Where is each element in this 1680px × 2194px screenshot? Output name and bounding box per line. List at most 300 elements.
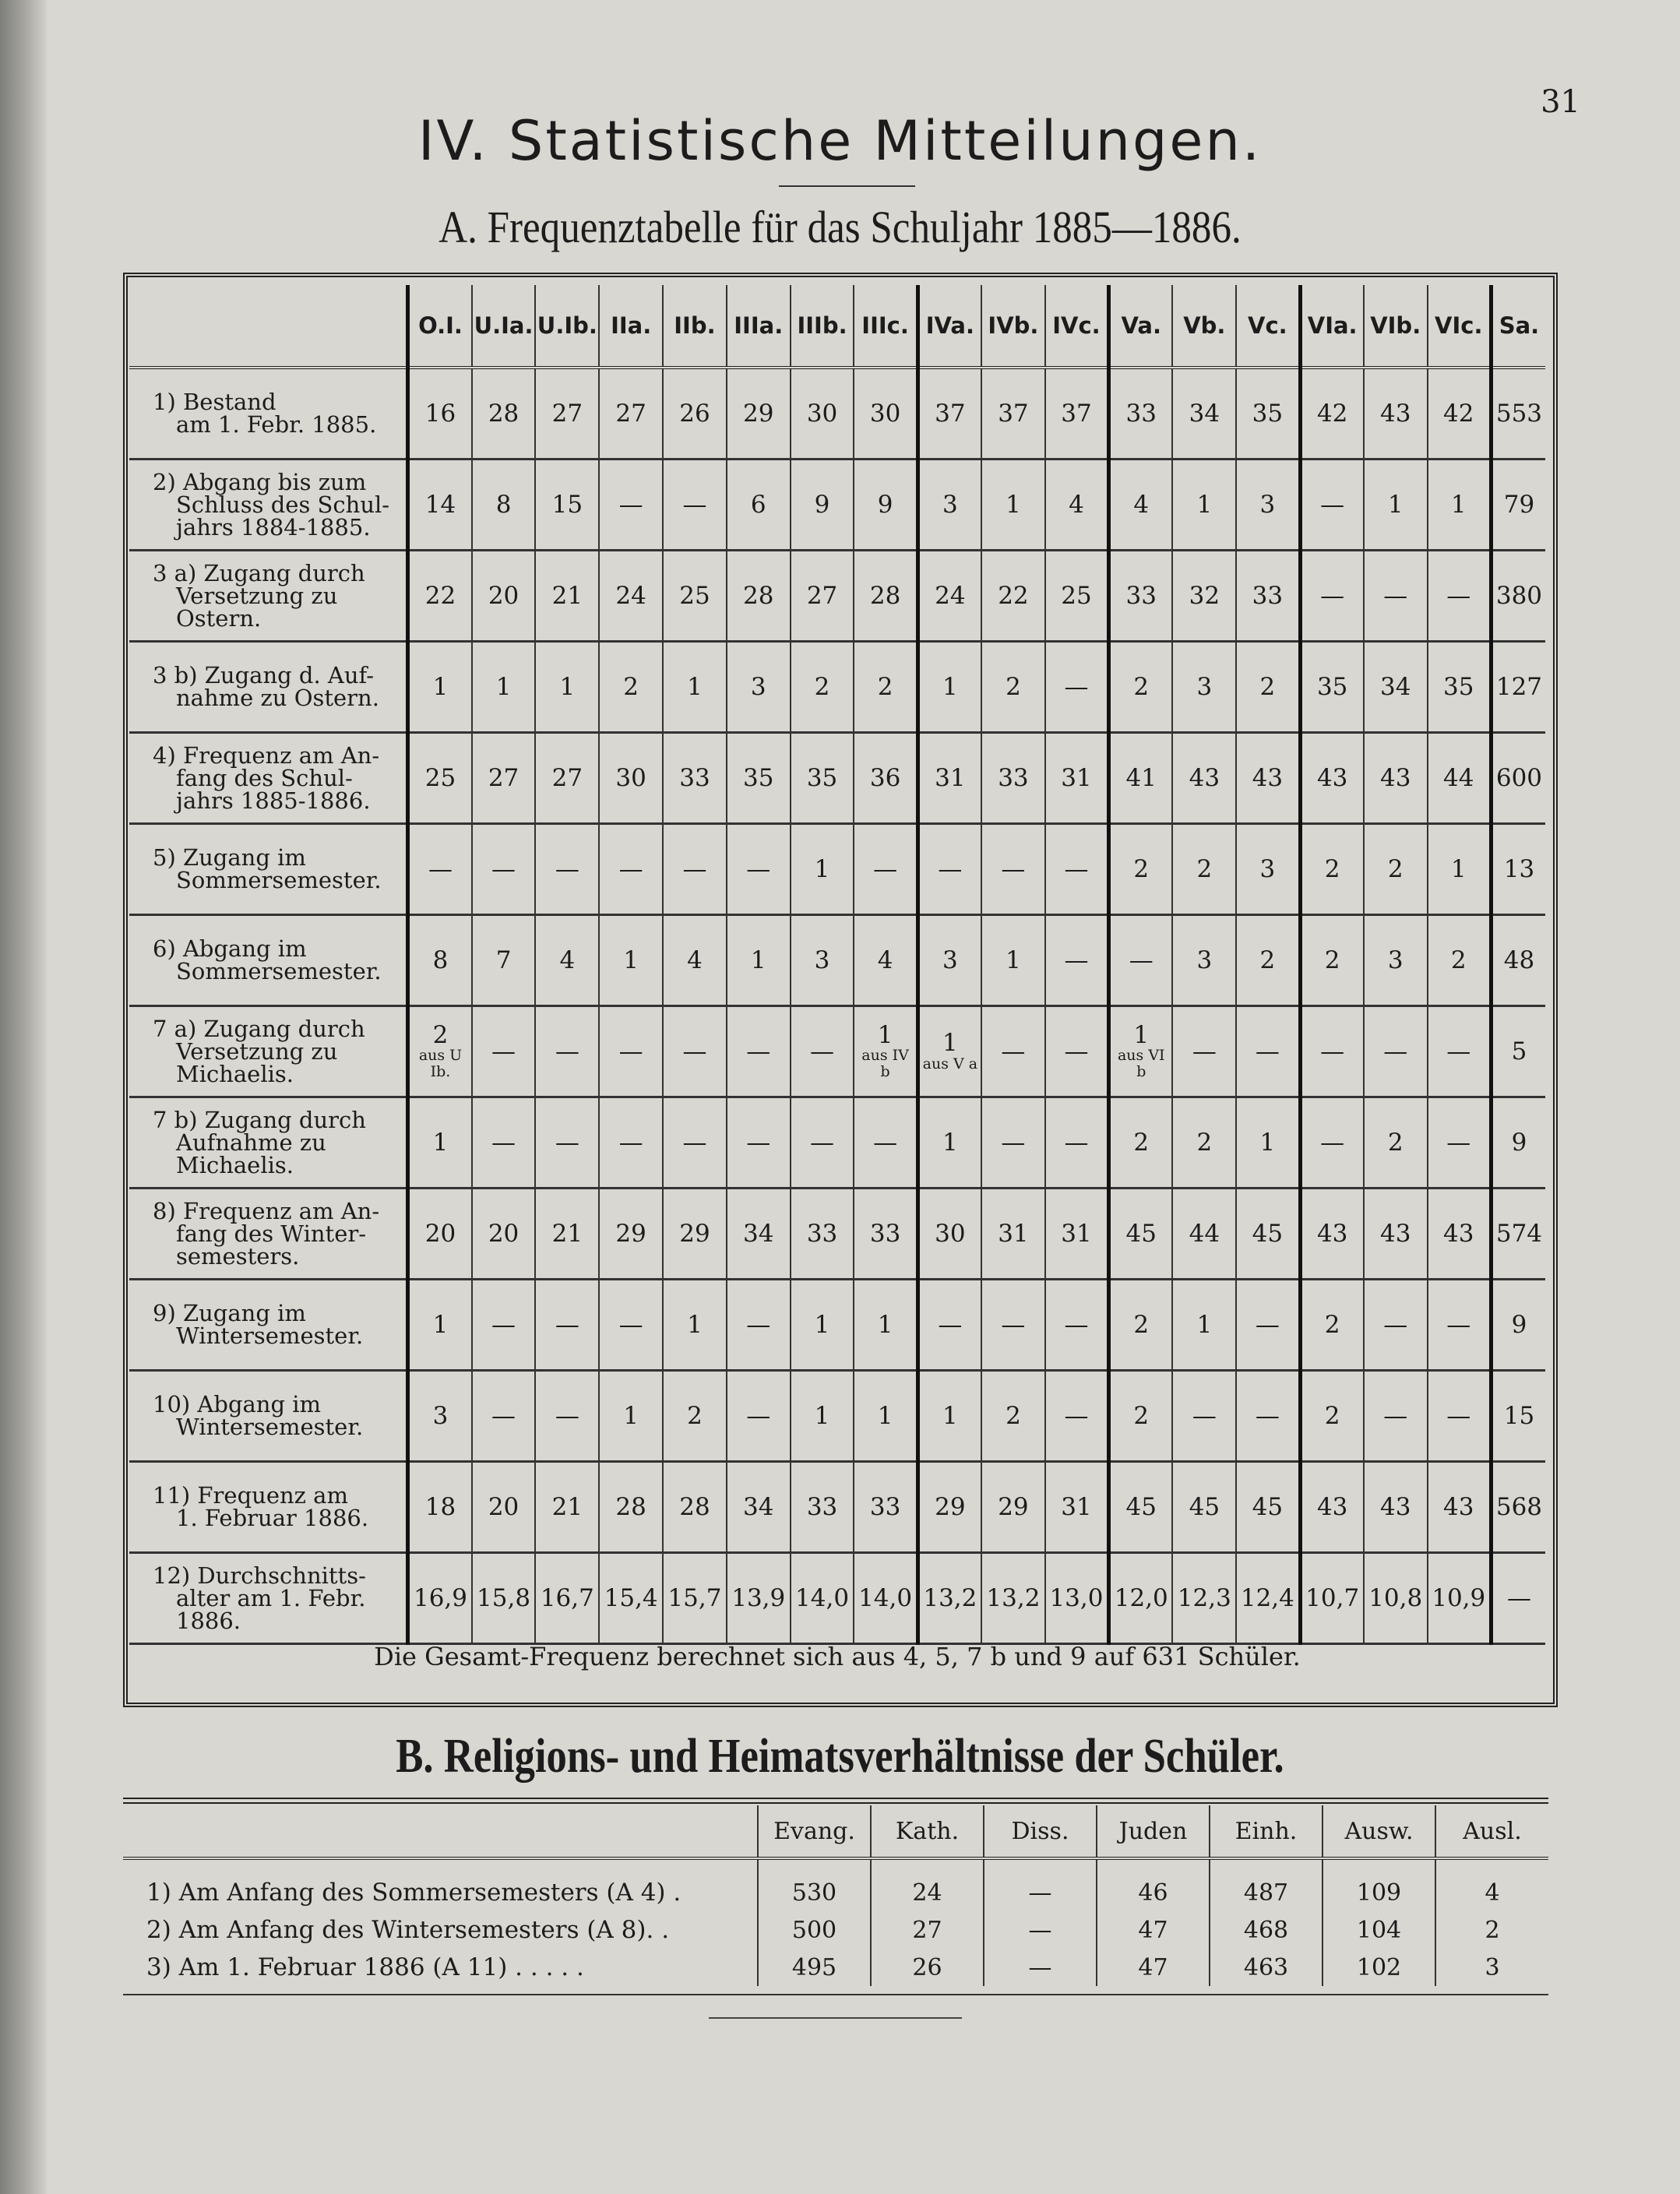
cell-number: 12,4 — [1240, 1583, 1294, 1612]
cell-number: 1 — [750, 946, 766, 974]
cell-number: 15 — [1503, 1401, 1535, 1430]
cell-value — [408, 1280, 472, 1371]
cell-value — [1300, 1371, 1364, 1462]
cell-value — [791, 1553, 854, 1644]
frequency-table — [129, 285, 1545, 1645]
cell-value — [408, 1006, 472, 1097]
frequency-row — [129, 733, 1545, 824]
cell-number: 1 — [942, 1029, 958, 1058]
cell-number: 43 — [1443, 1492, 1474, 1521]
cell-number: 43 — [1316, 1492, 1348, 1521]
cell-number: 29 — [615, 1219, 646, 1248]
cell-value — [917, 1097, 981, 1189]
cell-number: 31 — [1061, 763, 1092, 792]
cell-value — [1236, 460, 1300, 551]
cell-value — [472, 368, 536, 460]
cell-number: 3 — [1387, 946, 1404, 974]
cell-value — [535, 1553, 599, 1644]
cell-value — [1045, 1371, 1109, 1462]
cell-value — [1236, 1462, 1300, 1553]
row-label-line: 3 a) Zugang durch — [153, 559, 365, 586]
cell-number: 28 — [615, 1492, 646, 1521]
cell-value — [1300, 824, 1364, 915]
cell-value — [663, 1189, 727, 1280]
religion-cell-value: 500 — [758, 1911, 871, 1949]
cell-number: 13,2 — [986, 1583, 1041, 1612]
religion-column-header-diss: Diss. — [984, 1805, 1097, 1858]
cell-value — [854, 1006, 917, 1097]
column-header-vib: VIb. — [1364, 285, 1428, 368]
cell-number: 4 — [687, 946, 703, 974]
row-label-line: alter am 1. Febr. — [176, 1584, 366, 1611]
cell-number: 1 — [559, 672, 576, 701]
cell-value — [1300, 368, 1364, 460]
cell-number: 1 — [942, 672, 958, 701]
row-label — [129, 915, 408, 1006]
cell-number: 20 — [488, 581, 519, 610]
cell-number: 3 — [1196, 946, 1213, 974]
cell-origin-note: aus U Ib. — [418, 1047, 463, 1081]
row-label — [129, 368, 408, 460]
cell-number: 2 — [1196, 854, 1213, 883]
cell-value — [1364, 460, 1428, 551]
cell-number: 1 — [877, 1310, 893, 1339]
frequency-row — [129, 368, 1545, 460]
cell-value — [1300, 551, 1364, 642]
religion-cell-value: 4 — [1435, 1858, 1548, 1911]
cell-number: — — [491, 1037, 516, 1065]
cell-number: 10,8 — [1368, 1583, 1423, 1612]
cell-value — [1172, 1280, 1236, 1371]
book-spine-shadow — [0, 0, 47, 2194]
cell-value — [1300, 1280, 1364, 1371]
cell-value — [791, 915, 854, 1006]
cell-value — [854, 915, 917, 1006]
cell-value — [1236, 915, 1300, 1006]
cell-number: 33 — [1125, 581, 1157, 610]
cell-number: 27 — [551, 763, 583, 792]
column-header-iiia: IIIa. — [727, 285, 791, 368]
cell-value — [981, 642, 1045, 733]
cell-number: 3 — [942, 490, 958, 519]
cell-value — [1109, 1280, 1173, 1371]
cell-value — [599, 1553, 663, 1644]
cell-number: 33 — [869, 1492, 901, 1521]
cell-number: 30 — [869, 399, 901, 428]
cell-value — [535, 915, 599, 1006]
cell-number: 2 — [814, 672, 830, 701]
cell-number: 4 — [1069, 490, 1084, 519]
cell-number: 1 — [814, 1401, 830, 1430]
cell-value — [981, 1462, 1045, 1553]
cell-value — [663, 551, 727, 642]
frequency-row — [129, 1189, 1545, 1280]
cell-value — [535, 1280, 599, 1371]
row-label-line: 2) Abgang bis zum — [153, 468, 367, 495]
cell-number: 29 — [935, 1492, 966, 1521]
cell-number: 33 — [869, 1219, 901, 1248]
cell-value — [854, 1097, 917, 1189]
cell-number: 31 — [935, 763, 966, 792]
cell-number: 2 — [1133, 1310, 1150, 1339]
cell-number: — — [682, 1037, 707, 1065]
cell-number: — — [618, 490, 643, 519]
cell-value — [854, 551, 917, 642]
row-label-line: Aufnahme zu — [176, 1129, 326, 1156]
row-label-line: semesters. — [176, 1242, 300, 1270]
cell-value — [408, 1553, 472, 1644]
cell-number: — — [1255, 1401, 1280, 1430]
column-header-iiib: IIIb. — [791, 285, 854, 368]
cell-number: 2 — [1006, 672, 1021, 701]
cell-value — [727, 733, 791, 824]
cell-number: 1 — [814, 1310, 830, 1339]
row-label — [129, 1097, 408, 1189]
cell-value — [1109, 368, 1173, 460]
cell-value — [1045, 915, 1109, 1006]
cell-number: 21 — [551, 1219, 583, 1248]
cell-number: 30 — [935, 1219, 966, 1248]
cell-value — [1045, 733, 1109, 824]
religion-cell-value: — — [984, 1949, 1097, 1986]
cell-value — [1109, 1371, 1173, 1462]
cell-value — [663, 915, 727, 1006]
column-header-va: Va. — [1109, 285, 1173, 368]
row-label — [129, 460, 408, 551]
cell-number: 13 — [1503, 854, 1535, 883]
cell-value — [1172, 733, 1236, 824]
religion-cell-value: — — [984, 1858, 1097, 1911]
cell-value — [1428, 1097, 1492, 1189]
cell-value — [1300, 1189, 1364, 1280]
cell-number: 12,3 — [1177, 1583, 1231, 1612]
cell-number: — — [1001, 854, 1026, 883]
row-label — [129, 1189, 408, 1280]
cell-number: 5 — [1511, 1037, 1527, 1065]
cell-value — [791, 460, 854, 551]
frequency-row — [129, 824, 1545, 915]
cell-number: 2 — [623, 672, 639, 701]
cell-number: — — [1320, 581, 1345, 610]
cell-value — [1172, 642, 1236, 733]
cell-number: — — [491, 1401, 516, 1430]
row-label-line: Wintersemester. — [176, 1414, 364, 1440]
cell-number: 15,4 — [604, 1583, 658, 1612]
cell-value — [1300, 1462, 1364, 1553]
religion-row-label: 3) Am 1. Februar 1886 (A 11) . . . . . — [146, 1953, 584, 1981]
religion-column-header-ausw: Ausw. — [1323, 1805, 1435, 1858]
cell-value — [1236, 1006, 1300, 1097]
cell-number: 16 — [424, 399, 456, 428]
cell-number: 45 — [1252, 1492, 1284, 1521]
cell-value — [1236, 1553, 1300, 1644]
cell-value — [727, 1097, 791, 1189]
cell-value — [981, 733, 1045, 824]
cell-value — [1428, 733, 1492, 824]
cell-number: — — [618, 854, 643, 883]
cell-value — [917, 1371, 981, 1462]
cell-value — [535, 368, 599, 460]
religion-cell-value: 47 — [1097, 1949, 1210, 1986]
cell-number: 34 — [743, 1219, 774, 1248]
cell-number: — — [1320, 1128, 1345, 1157]
cell-value — [1109, 824, 1173, 915]
cell-number: — — [1255, 1310, 1280, 1339]
cell-number: — — [555, 1310, 579, 1339]
cell-number: — — [746, 1401, 771, 1430]
row-label-line: fang des Winter- — [176, 1220, 367, 1247]
cell-number: 43 — [1316, 763, 1348, 792]
cell-value — [599, 460, 663, 551]
cell-number: — — [746, 1037, 771, 1065]
cell-value — [1109, 551, 1173, 642]
cell-value — [408, 824, 472, 915]
cell-value — [1491, 460, 1545, 551]
column-header-vc: Vc. — [1236, 285, 1300, 368]
cell-number: — — [810, 1037, 835, 1065]
religion-row — [123, 1911, 1548, 1949]
cell-number: — — [555, 1401, 579, 1430]
cell-number: — — [1446, 1037, 1471, 1065]
cell-value — [1491, 1462, 1545, 1553]
cell-value — [663, 460, 727, 551]
cell-number: 574 — [1495, 1219, 1543, 1248]
cell-value — [1428, 915, 1492, 1006]
row-label-line: Michaelis. — [176, 1060, 294, 1087]
cell-number: — — [1192, 1037, 1217, 1065]
cell-number: 1 — [432, 672, 449, 701]
cell-number: 1 — [687, 1310, 703, 1339]
cell-value — [408, 642, 472, 733]
cell-value — [1491, 1097, 1545, 1189]
cell-value — [408, 1189, 472, 1280]
cell-value — [727, 460, 791, 551]
cell-value — [1300, 1553, 1364, 1644]
cell-number: 44 — [1189, 1219, 1220, 1248]
page-number: 31 — [1541, 84, 1580, 120]
cell-value — [854, 1462, 917, 1553]
row-label-line: Wintersemester. — [176, 1322, 364, 1349]
column-header-via: VIa. — [1300, 285, 1364, 368]
cell-value — [408, 1371, 472, 1462]
cell-value — [1364, 824, 1428, 915]
cell-number: 9 — [877, 490, 893, 519]
cell-value — [981, 915, 1045, 1006]
cell-value — [1172, 1097, 1236, 1189]
cell-value — [917, 915, 981, 1006]
cell-number: — — [746, 1128, 771, 1157]
row-label-line: 6) Abgang im — [153, 935, 307, 962]
cell-value — [599, 1371, 663, 1462]
cell-number: 24 — [615, 581, 646, 610]
column-header-ivc: IVc. — [1045, 285, 1109, 368]
religion-column-header-kath: Kath. — [871, 1805, 984, 1858]
cell-value — [1364, 1097, 1428, 1189]
cell-value — [599, 1006, 663, 1097]
cell-value — [472, 915, 536, 1006]
cell-number: — — [938, 854, 963, 883]
cell-value — [599, 1097, 663, 1189]
cell-number: 45 — [1189, 1492, 1220, 1521]
cell-value — [1428, 460, 1492, 551]
cell-value — [408, 368, 472, 460]
cell-number: 33 — [679, 763, 710, 792]
cell-value — [1172, 1371, 1236, 1462]
cell-number: — — [1001, 1310, 1026, 1339]
cell-value — [1109, 1097, 1173, 1189]
row-label-line: nahme zu Ostern. — [176, 685, 379, 711]
cell-value — [981, 1006, 1045, 1097]
cell-value — [854, 460, 917, 551]
row-label — [129, 1280, 408, 1371]
cell-value — [854, 1553, 917, 1644]
cell-number: 2 — [1133, 672, 1150, 701]
religion-cell-value: 487 — [1210, 1858, 1323, 1911]
cell-number: 10,9 — [1432, 1583, 1486, 1612]
cell-number: 22 — [998, 581, 1029, 610]
cell-value — [472, 1097, 536, 1189]
cell-value — [599, 1189, 663, 1280]
cell-number: 42 — [1316, 399, 1348, 428]
religion-cell-value: 27 — [871, 1911, 984, 1949]
cell-number: — — [746, 1310, 771, 1339]
religion-column-header-ausl: Ausl. — [1435, 1805, 1548, 1858]
cell-number: 15,7 — [667, 1583, 722, 1612]
cell-value — [472, 642, 536, 733]
cell-value — [981, 1189, 1045, 1280]
cell-value — [1236, 733, 1300, 824]
cell-number: 20 — [424, 1219, 456, 1248]
cell-value — [1428, 824, 1492, 915]
cell-value — [1045, 1097, 1109, 1189]
cell-value — [854, 1280, 917, 1371]
cell-value — [599, 368, 663, 460]
cell-number: 13,0 — [1049, 1583, 1104, 1612]
cell-number: — — [1383, 1310, 1408, 1339]
cell-number: 29 — [998, 1492, 1029, 1521]
cell-value — [1364, 915, 1428, 1006]
cell-value — [1236, 1097, 1300, 1189]
cell-number: 28 — [869, 581, 901, 610]
cell-number: 33 — [1252, 581, 1284, 610]
cell-number: 9 — [1511, 1128, 1527, 1157]
cell-number: 2 — [432, 1020, 449, 1049]
cell-value — [1172, 460, 1236, 551]
cell-number: 1 — [687, 672, 703, 701]
cell-value — [408, 733, 472, 824]
cell-value — [663, 1280, 727, 1371]
frequency-row — [129, 460, 1545, 551]
cell-number: 45 — [1125, 1219, 1157, 1248]
cell-value — [1172, 1553, 1236, 1644]
cell-value — [1364, 733, 1428, 824]
cell-number: 21 — [551, 581, 583, 610]
cell-value — [1045, 1553, 1109, 1644]
cell-value — [981, 551, 1045, 642]
cell-value — [663, 1006, 727, 1097]
cell-value — [727, 1189, 791, 1280]
cell-number: 41 — [1125, 763, 1157, 792]
cell-value — [1045, 1280, 1109, 1371]
cell-value — [727, 1462, 791, 1553]
cell-number: 43 — [1252, 763, 1284, 792]
cell-number: 1 — [1450, 490, 1467, 519]
cell-number: 1 — [623, 946, 639, 974]
cell-value — [1109, 733, 1173, 824]
religion-row-label: 2) Am Anfang des Wintersemesters (A 8). . — [146, 1916, 670, 1944]
cell-value — [917, 1462, 981, 1553]
cell-value — [727, 824, 791, 915]
religion-row — [123, 1949, 1548, 1986]
cell-value — [599, 1280, 663, 1371]
cell-number: 28 — [743, 581, 774, 610]
cell-value — [1364, 642, 1428, 733]
row-label — [129, 824, 408, 915]
cell-number: 1 — [432, 1310, 449, 1339]
cell-value — [1045, 368, 1109, 460]
cell-number: — — [1192, 1401, 1217, 1430]
cell-value — [1045, 824, 1109, 915]
cell-number: 16,7 — [540, 1583, 594, 1612]
cell-number: 2 — [687, 1401, 703, 1430]
cell-number: 9 — [814, 490, 830, 519]
cell-number: 20 — [488, 1492, 519, 1521]
cell-number: — — [1446, 1310, 1471, 1339]
cell-value — [791, 642, 854, 733]
cell-value — [535, 733, 599, 824]
cell-value — [408, 1462, 472, 1553]
cell-value — [1491, 368, 1545, 460]
cell-number: 1 — [1196, 490, 1213, 519]
cell-number: — — [1383, 1037, 1408, 1065]
cell-value — [1045, 551, 1109, 642]
cell-value — [1236, 1280, 1300, 1371]
cell-number: 4 — [559, 946, 576, 974]
cell-value — [727, 1006, 791, 1097]
cell-number: 34 — [743, 1492, 774, 1521]
cell-number: 9 — [1511, 1310, 1527, 1339]
cell-number: — — [746, 854, 771, 883]
cell-value — [1364, 1371, 1428, 1462]
religion-cell-value: 2 — [1435, 1911, 1548, 1949]
cell-number: 2 — [1196, 1128, 1213, 1157]
religion-cell-value: 104 — [1323, 1911, 1435, 1949]
cell-value — [535, 824, 599, 915]
cell-value — [917, 733, 981, 824]
cell-number: 31 — [1061, 1219, 1092, 1248]
row-label — [129, 1006, 408, 1097]
cell-value — [663, 824, 727, 915]
cell-value — [599, 642, 663, 733]
cell-number: 1 — [495, 672, 512, 701]
cell-value — [663, 368, 727, 460]
religion-table-bottom-rule — [123, 1994, 1548, 1995]
cell-value — [1491, 733, 1545, 824]
row-label-line: am 1. Febr. 1885. — [176, 411, 377, 438]
cell-value — [791, 733, 854, 824]
cell-number: 2 — [1324, 854, 1340, 883]
cell-value — [981, 1280, 1045, 1371]
cell-number: 2 — [1133, 1401, 1150, 1430]
column-header-vic: VIc. — [1428, 285, 1492, 368]
cell-value — [1300, 460, 1364, 551]
column-header-iib: IIb. — [663, 285, 727, 368]
cell-value — [791, 1371, 854, 1462]
religion-header-row — [123, 1805, 1548, 1858]
cell-number: — — [491, 1310, 516, 1339]
cell-number: 14,0 — [858, 1583, 913, 1612]
cell-value — [408, 915, 472, 1006]
